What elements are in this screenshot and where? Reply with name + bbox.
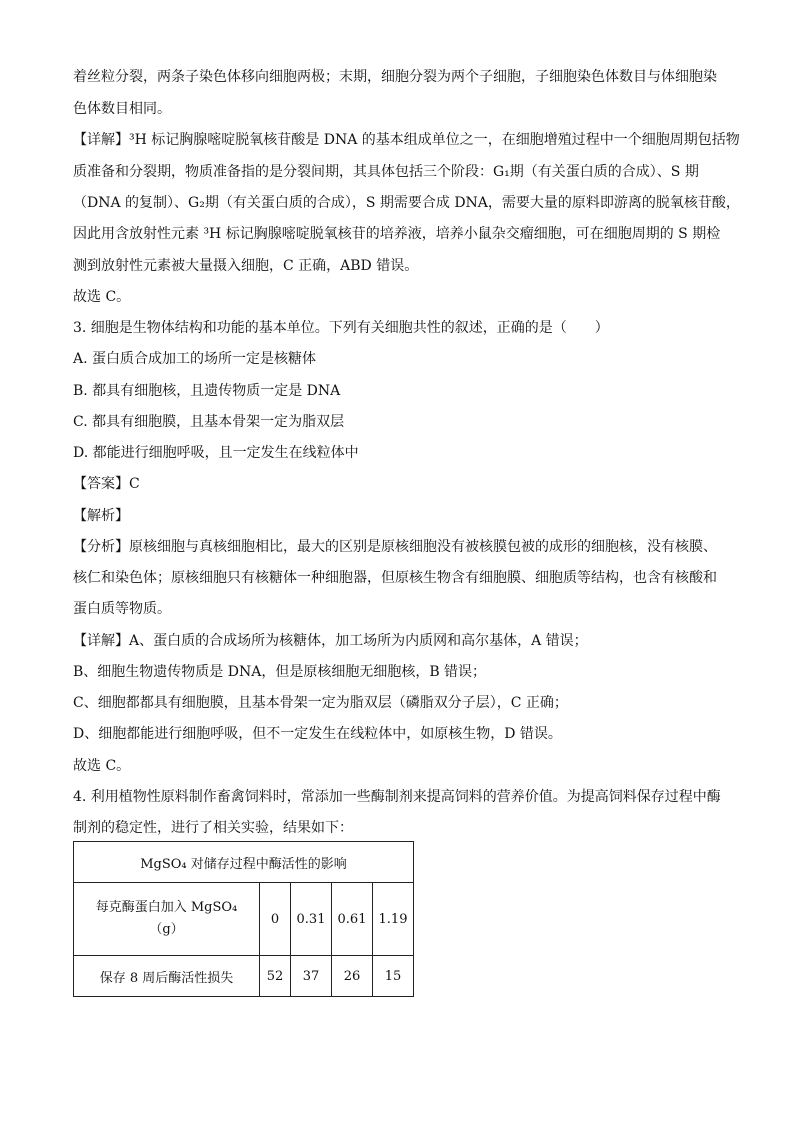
text-line: D. 都能进行细胞呼吸，且一定发生在线粒体中 (73, 445, 359, 461)
table-row1-label-a: 每克酶蛋白加入 MgSO₄ (95, 900, 238, 915)
text-line: 蛋白质等物质。 (73, 601, 171, 617)
text-line: 质准备和分裂期，物质准备指的是分裂间期，其具体包括三个阶段：G₁期（有关蛋白质的合成）、S 期 (73, 164, 699, 180)
table-row1-label (74, 883, 260, 956)
text-line: 【分析】原核细胞与真核细胞相比，最大的区别是原核细胞没有被核膜包被的成形的细胞核，没有核膜、 (73, 539, 717, 555)
text-line: 色体数目相同。 (73, 101, 171, 117)
table-cell: 0.61 (332, 883, 373, 956)
text-line: （DNA 的复制）、G₂期（有关蛋白质的合成），S 期需要合成 DNA，需要大量的原料即游离的脱氧核苷酸， (73, 195, 740, 211)
text-line: C. 都具有细胞膜，且基本骨架一定为脂双层 (73, 414, 345, 430)
table-row2-label: 保存 8 周后酶活性损失 (74, 956, 260, 997)
text-line: B、细胞生物遗传物质是 DNA，但是原核细胞无细胞核，B 错误； (73, 664, 487, 680)
text-line: 3. 细胞是生物体结构和功能的基本单位。下列有关细胞共性的叙述，正确的是（ ） (73, 320, 609, 336)
text-line: 4. 利用植物性原料制作畜禽饲料时，常添加一些酶制剂来提高饲料的营养价值。为提高饲料保存过程中酶 (73, 789, 721, 805)
text-line: 制剂的稳定性，进行了相关实验，结果如下： (73, 820, 353, 836)
text-line: 故选 C。 (73, 758, 131, 774)
text-line: C、细胞都都具有细胞膜，且基本骨架一定为脂双层（磷脂双分子层），C 正确； (73, 695, 568, 711)
text-line: 核仁和染色体；原核细胞只有核糖体一种细胞器，但原核生物含有细胞膜、细胞质等结构，也含有核酸和 (73, 570, 717, 586)
table-cell: 26 (332, 956, 373, 997)
mgso4-table (73, 841, 414, 997)
table-row1-label-b: （g） (149, 922, 184, 937)
table-cell: 52 (260, 956, 291, 997)
text-line: 【详解】³H 标记胸腺嘧啶脱氧核苷酸是 DNA 的基本组成单位之一，在细胞增殖过程中一个细胞周期包括物 (73, 132, 740, 148)
table-cell: 37 (291, 956, 332, 997)
text-line: B. 都具有细胞核，且遗传物质一定是 DNA (73, 383, 341, 399)
text-line: 【详解】A、蛋白质的合成场所为核糖体，加工场所为内质网和高尔基体，A 错误； (73, 633, 588, 649)
table-cell: 1.19 (373, 883, 414, 956)
text-line: 测到放射性元素被大量摄入细胞，C 正确，ABD 错误。 (73, 258, 419, 274)
text-line: 着丝粒分裂，两条子染色体移向细胞两极；末期，细胞分裂为两个子细胞，子细胞染色体数目与体细胞染 (73, 69, 717, 85)
text-line: 【解析】 (73, 508, 129, 524)
text-line: A. 蛋白质合成加工的场所一定是核糖体 (73, 351, 317, 367)
table-cell: 0 (260, 883, 291, 956)
text-line: 故选 C。 (73, 289, 131, 305)
text-line: 因此用含放射性元素 ³H 标记胸腺嘧啶脱氧核苷的培养液，培养小鼠杂交瘤细胞，可在细胞周期的 S 期检 (73, 226, 721, 242)
text-line: 【答案】C (73, 476, 140, 492)
text-line: D、细胞都能进行细胞呼吸，但不一定发生在线粒体中，如原核生物，D 错误。 (73, 726, 562, 742)
table-cell: 0.31 (291, 883, 332, 956)
table-title: MgSO₄ 对储存过程中酶活性的影响 (74, 842, 414, 883)
table-cell: 15 (373, 956, 414, 997)
